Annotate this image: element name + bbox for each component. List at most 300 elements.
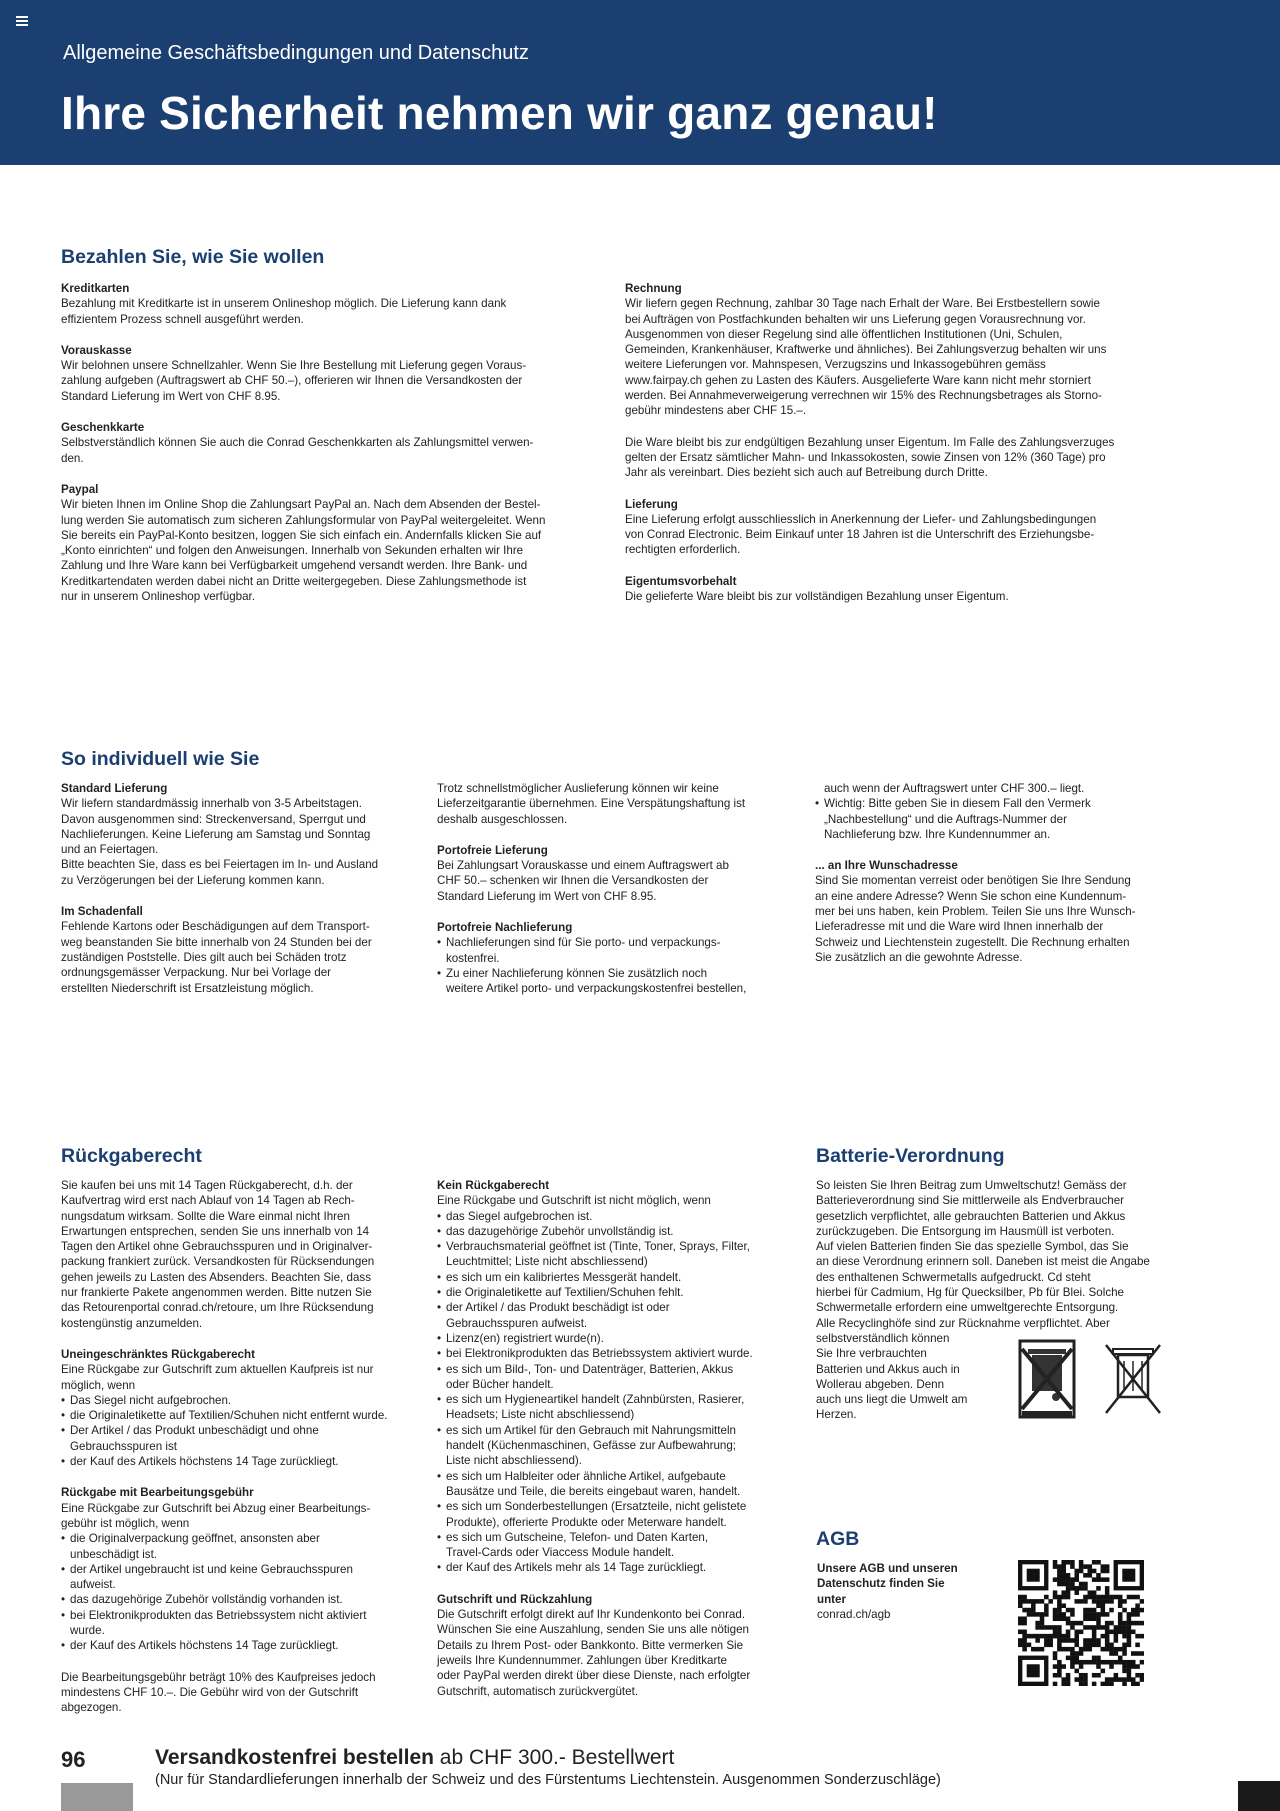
- qr-module: [1053, 1656, 1058, 1661]
- qr-module: [1053, 1682, 1058, 1686]
- qr-module: [1109, 1630, 1114, 1635]
- qr-module: [1061, 1595, 1066, 1600]
- qr-module: [1135, 1634, 1140, 1639]
- qr-module: [1061, 1638, 1066, 1643]
- qr-module: [1044, 1638, 1049, 1643]
- qr-module: [1118, 1595, 1123, 1600]
- qr-module: [1101, 1599, 1106, 1604]
- individuell-col2: [437, 781, 807, 997]
- qr-module: [1057, 1569, 1062, 1574]
- qr-module: [1114, 1630, 1119, 1635]
- qr-module: [1092, 1608, 1097, 1613]
- qr-module: [1066, 1560, 1071, 1565]
- qr-module: [1018, 1599, 1023, 1604]
- qr-module: [1022, 1634, 1027, 1639]
- qr-module: [1127, 1634, 1132, 1639]
- qr-module: [1096, 1673, 1101, 1678]
- qr-module: [1127, 1616, 1132, 1621]
- qr-module: [1109, 1599, 1114, 1604]
- qr-module: [1118, 1621, 1123, 1626]
- qr-module: [1127, 1621, 1132, 1626]
- qr-module: [1066, 1595, 1071, 1600]
- qr-module: [1122, 1664, 1127, 1669]
- qr-module: [1105, 1643, 1110, 1648]
- qr-module: [1105, 1569, 1110, 1574]
- list-item: • der Kauf des Artikels höchstens 14 Tage zurückliegt.: [61, 1454, 431, 1469]
- qr-module: [1040, 1634, 1045, 1639]
- qr-module: [1070, 1560, 1075, 1565]
- qr-module: [1122, 1599, 1127, 1604]
- qr-module: [1118, 1612, 1123, 1617]
- qr-module: [1022, 1599, 1027, 1604]
- qr-module: [1131, 1677, 1136, 1682]
- qr-module: [1083, 1599, 1088, 1604]
- list-item: • es sich um Artikel für den Gebrauch mit Nahrungsmitteln handelt (Küchenmaschinen, Gefässe zur Aufbewahrung; Liste nicht abschliessend).: [437, 1423, 807, 1469]
- qr-module: [1140, 1634, 1144, 1639]
- qr-module: [1114, 1673, 1119, 1678]
- qr-module: [1074, 1638, 1079, 1643]
- qr-module: [1079, 1647, 1084, 1652]
- qr-module: [1135, 1682, 1140, 1686]
- portofreie-nachlieferung-section: Portofreie Nachlieferung • Nachlieferungen sind für Sie porto- und verpackungs- kostenfrei. • Zu einer Nachlieferung können Sie zusätzlich noch weitere Artikel porto- und verpackungskostenfrei bestellen,: [437, 920, 807, 996]
- qr-module: [1074, 1586, 1079, 1591]
- qr-module: [1057, 1608, 1062, 1613]
- grey-tab: [61, 1783, 133, 1811]
- qr-module: [1083, 1677, 1088, 1682]
- qr-module: [1088, 1647, 1093, 1652]
- qr-module: [1070, 1586, 1075, 1591]
- qr-module: [1079, 1599, 1084, 1604]
- list-item: • bei Elektronikprodukten das Betriebssystem nicht aktiviert wurde.: [61, 1608, 431, 1639]
- qr-module: [1022, 1647, 1027, 1652]
- rechnung-section: Rechnung Wir liefern gegen Rechnung, zahlbar 30 Tage nach Erhalt der Ware. Bei Erstbestellern sowie bei Aufträgen von Postfachkunden behalten wir uns Lieferung gegen Vorausrechnung vor. Ausgenommen von dieser Regelung sind alle öffentlichen Institutionen (Uni, Schulen, Gemeinden, Krankenhäuser, Kraftwerke und ähnliches). Bei Zahlungsverzug behalten wir uns weitere Lieferungen vor. Mahnspesen, Verzugszins und Inkassogebühren gemäss www.fairpay.ch gehen zu Lasten des Käufers. Ausgelieferte Ware kann nicht mehr storniert werden. Bei Annahmeverweigerung verrechnen wir 15% des Rechnungsbetrages als Storno- gebühr mindestens aber CHF 15.–.: [625, 282, 1107, 418]
- qr-module: [1083, 1673, 1088, 1678]
- qr-module: [1118, 1625, 1123, 1630]
- wunschadresse-section: ... an Ihre Wunschadresse Sind Sie momentan verreist oder benötigen Sie Ihre Sendung an eine andere Adresse? Wenn Sie schon eine Kundennum- mer bei uns haben, kein Problem. Teilen Sie uns Ihre Wunsch- Lieferadresse mit und die Ware wird Ihnen innerhalb der Schweiz und Liechtenstein zugestellt. Die Rechnung erhalten Sie zusätzlich an die gewohnte Adresse.: [815, 859, 1136, 964]
- qr-module: [1018, 1616, 1023, 1621]
- qr-module: [1096, 1612, 1101, 1617]
- qr-module: [1101, 1634, 1106, 1639]
- list-item: • die Originalverpackung geöffnet, ansonsten aber unbeschädigt ist.: [61, 1531, 431, 1562]
- qr-module: [1053, 1634, 1058, 1639]
- header-banner: [0, 0, 1280, 165]
- qr-module: [1105, 1590, 1110, 1595]
- qr-finder: [1122, 1569, 1135, 1582]
- qr-module: [1096, 1560, 1101, 1565]
- qr-module: [1053, 1673, 1058, 1678]
- qr-module: [1101, 1660, 1106, 1665]
- qr-module: [1105, 1682, 1110, 1686]
- qr-module: [1057, 1638, 1062, 1643]
- qr-module: [1088, 1660, 1093, 1665]
- qr-module: [1092, 1630, 1097, 1635]
- list-item: • Zu einer Nachlieferung können Sie zusätzlich noch weitere Artikel porto- und verpackungskostenfrei bestellen,: [437, 966, 807, 997]
- qr-module: [1135, 1595, 1140, 1600]
- qr-module: [1083, 1586, 1088, 1591]
- qr-module: [1057, 1634, 1062, 1639]
- qr-module: [1061, 1612, 1066, 1617]
- qr-module: [1131, 1664, 1136, 1669]
- qr-module: [1070, 1608, 1075, 1613]
- qr-module: [1066, 1616, 1071, 1621]
- qr-module: [1057, 1630, 1062, 1635]
- qr-module: [1044, 1595, 1049, 1600]
- qr-module: [1114, 1677, 1119, 1682]
- bearbeitungsgebuehr-section: Rückgabe mit Bearbeitungsgebühr Eine Rückgabe zur Gutschrift bei Abzug einer Bearbeitungs- gebühr ist möglich, wenn • die Originalverpackung geöffnet, ansonsten aber unbeschädigt ist. • der Artikel ungebraucht ist und keine Gebrauchsspuren aufweist. • das dazugehörige Zubehör vollständig vorhanden ist. • bei Elektronikprodukten das Betriebssystem nicht aktiviert wurde. • der Kauf des Artikels höchstens 14 Tage zurückliegt.: [61, 1485, 431, 1653]
- qr-module: [1127, 1612, 1132, 1617]
- qr-module: [1079, 1664, 1084, 1669]
- qr-module: [1070, 1660, 1075, 1665]
- qr-module: [1048, 1643, 1053, 1648]
- qr-module: [1135, 1643, 1140, 1648]
- qr-module: [1118, 1599, 1123, 1604]
- qr-module: [1096, 1603, 1101, 1608]
- qr-module: [1031, 1608, 1036, 1613]
- qr-module: [1092, 1638, 1097, 1643]
- qr-module: [1057, 1573, 1062, 1578]
- qr-module: [1131, 1608, 1136, 1613]
- list-item: • Nachlieferungen sind für Sie porto- und verpackungs- kostenfrei.: [437, 935, 807, 966]
- qr-module: [1079, 1660, 1084, 1665]
- qr-module: [1127, 1669, 1132, 1674]
- qr-module: [1057, 1625, 1062, 1630]
- qr-module: [1053, 1625, 1058, 1630]
- rueckgabe-heading: Rückgaberecht: [61, 1145, 202, 1167]
- qr-module: [1035, 1612, 1040, 1617]
- qr-module: [1079, 1582, 1084, 1587]
- qr-module: [1083, 1595, 1088, 1600]
- qr-module: [1074, 1621, 1079, 1626]
- qr-module: [1109, 1608, 1114, 1613]
- qr-module: [1127, 1630, 1132, 1635]
- qr-module: [1088, 1569, 1093, 1574]
- qr-module: [1083, 1573, 1088, 1578]
- qr-module: [1096, 1638, 1101, 1643]
- list-item: • die Originaletikette auf Textilien/Schuhen nicht entfernt wurde.: [61, 1408, 431, 1423]
- qr-module: [1114, 1647, 1119, 1652]
- qr-module: [1083, 1660, 1088, 1665]
- qr-code[interactable]: [1018, 1560, 1144, 1686]
- qr-module: [1088, 1590, 1093, 1595]
- qr-module: [1101, 1682, 1106, 1686]
- qr-module: [1044, 1603, 1049, 1608]
- qr-module: [1096, 1664, 1101, 1669]
- qr-module: [1053, 1664, 1058, 1669]
- list-item: • es sich um Sonderbestellungen (Ersatzteile, nicht gelistete Produkte), offerierte Produkte oder Meterware handelt.: [437, 1499, 807, 1530]
- qr-module: [1027, 1634, 1032, 1639]
- qr-module: [1035, 1634, 1040, 1639]
- qr-module: [1027, 1608, 1032, 1613]
- bearbeitungsgebuehr-note: Die Bearbeitungsgebühr beträgt 10% des Kaufpreises jedoch mindestens CHF 10.–. Die Gebühr wird von der Gutschrift abgezogen.: [61, 1670, 376, 1715]
- qr-module: [1105, 1625, 1110, 1630]
- qr-module: [1092, 1569, 1097, 1574]
- qr-module: [1053, 1590, 1058, 1595]
- qr-module: [1122, 1630, 1127, 1635]
- qr-module: [1018, 1603, 1023, 1608]
- qr-module: [1074, 1643, 1079, 1648]
- qr-module: [1105, 1577, 1110, 1582]
- qr-module: [1044, 1612, 1049, 1617]
- qr-module: [1092, 1577, 1097, 1582]
- qr-module: [1101, 1608, 1106, 1613]
- qr-module: [1035, 1621, 1040, 1626]
- qr-module: [1105, 1660, 1110, 1665]
- kein-rueckgabe-section: Kein Rückgaberecht Eine Rückgabe und Gutschrift ist nicht möglich, wenn • das Siegel aufgebrochen ist. • das dazugehörige Zubehör unvollständig ist. • Verbrauchsmaterial geöffnet ist (Tinte, Toner, Sprays, Filter, Leuchtmittel; Liste nicht abschliessend) • es sich um ein kalibriertes Messgerät handelt. • die Originaletikette auf Textilien/Schuhen fehlt. • der Artikel / das Produkt beschädigt ist oder Gebrauchsspuren aufweist. • Lizenz(en) registriert wurde(n). • bei Elektronikprodukten das Betriebssystem aktiviert wurde. • es sich um Bild-, Ton- und Datenträger, Batterien, Akkus oder Bücher handelt. • es sich um Hygieneartikel handelt (Zahnbürsten, Rasierer, Headsets; Liste nicht abschliessend) • es sich um Artikel für den Gebrauch mit Nahrungsmitteln handelt (Küchenmaschinen, Gefässe zur Aufbewahrung; Liste nicht abschliessend). • es sich um Halbleiter oder ähnliche Artikel, aufgebaute Bausätze und Teile, die bereits eingebaut waren, handelt. • es sich um Sonderbestellungen (Ersatzteile, nicht gelistete Produkte), offerierte Produkte oder Meterware handelt. • es sich um Gutscheine, Telefon- und Daten Karten, Travel-Cards oder Viaccess Module handelt. • der Kauf des Artikels mehr als 14 Tage zurückliegt.: [437, 1178, 807, 1576]
- portofreie-lieferung-section: Portofreie Lieferung Bei Zahlungsart Vorauskasse und einem Auftragswert ab CHF 50.– schenken wir Ihnen die Versandkosten der Standard Lieferung im Wert von CHF 8.95.: [437, 843, 729, 903]
- qr-module: [1092, 1625, 1097, 1630]
- qr-module: [1022, 1595, 1027, 1600]
- qr-module: [1088, 1643, 1093, 1648]
- qr-module: [1079, 1682, 1084, 1686]
- qr-module: [1088, 1608, 1093, 1613]
- qr-module: [1057, 1577, 1062, 1582]
- qr-module: [1105, 1599, 1110, 1604]
- qr-module: [1061, 1590, 1066, 1595]
- list-item: • Verbrauchsmaterial geöffnet ist (Tinte, Toner, Sprays, Filter, Leuchtmittel; Liste nicht abschliessend): [437, 1239, 807, 1270]
- qr-module: [1127, 1664, 1132, 1669]
- qr-module: [1140, 1660, 1144, 1665]
- qr-module: [1083, 1564, 1088, 1569]
- qr-module: [1044, 1643, 1049, 1648]
- qr-module: [1122, 1634, 1127, 1639]
- qr-module: [1048, 1625, 1053, 1630]
- qr-module: [1096, 1643, 1101, 1648]
- header-subtitle: Allgemeine Geschäftsbedingungen und Datenschutz: [63, 42, 529, 64]
- qr-module: [1092, 1682, 1097, 1686]
- qr-module: [1070, 1564, 1075, 1569]
- bezahlen-left: [61, 281, 601, 620]
- qr-module: [1088, 1616, 1093, 1621]
- qr-module: [1066, 1608, 1071, 1613]
- qr-module: [1070, 1621, 1075, 1626]
- qr-finder: [1027, 1664, 1040, 1677]
- batterie-heading: Batterie-Verordnung: [816, 1145, 1005, 1167]
- qr-module: [1022, 1616, 1027, 1621]
- qr-module: [1131, 1630, 1136, 1635]
- qr-module: [1105, 1621, 1110, 1626]
- list-item: • es sich um Halbleiter oder ähnliche Artikel, aufgebaute Bausätze und Teile, die bereits eingebaut waren, handelt.: [437, 1469, 807, 1500]
- qr-module: [1066, 1682, 1071, 1686]
- qr-module: [1061, 1573, 1066, 1578]
- qr-module: [1066, 1647, 1071, 1652]
- qr-module: [1061, 1577, 1066, 1582]
- rueckgabe-intro: Sie kaufen bei uns mit 14 Tagen Rückgaberecht, d.h. der Kaufvertrag wird erst nach Ablauf von 14 Tagen ab Rech- nungsdatum wirksam. Sollte die Ware einmal nicht Ihren Erwartungen entsprechen, senden Sie uns innerhalb von 14 Tagen den Artikel ohne Gebrauchsspuren und in Originalver- packung frankiert zurück. Versandkosten für Rücksendungen gehen jeweils zu Lasten des Absenders. Beachten Sie, dass nur frankierte Pakete angenommen werden. Bitte nutzen Sie das Retourenportal conrad.ch/retoure, um Ihre Rücksendung kostengünstig anzumelden.: [61, 1179, 375, 1330]
- list-item: • das dazugehörige Zubehör vollständig vorhanden ist.: [61, 1592, 431, 1607]
- qr-module: [1079, 1564, 1084, 1569]
- qr-module: [1127, 1643, 1132, 1648]
- qr-module: [1135, 1651, 1140, 1656]
- qr-module: [1066, 1630, 1071, 1635]
- qr-module: [1118, 1616, 1123, 1621]
- uneingeschraenkt-section: Uneingeschränktes Rückgaberecht Eine Rückgabe zur Gutschrift zum aktuellen Kaufpreis ist nur möglich, wenn • Das Siegel nicht aufgebrochen. • die Originaletikette auf Textilien/Schuhen nicht entfernt wurde. • Der Artikel / das Produkt unbeschädigt und ohne Gebrauchsspuren ist • der Kauf des Artikels höchstens 14 Tage zurückliegt.: [61, 1347, 431, 1469]
- qr-module: [1096, 1656, 1101, 1661]
- qr-module: [1079, 1673, 1084, 1678]
- bezahlen-heading: Bezahlen Sie, wie Sie wollen: [61, 246, 325, 268]
- list-item: • die Originaletikette auf Textilien/Schuhen fehlt.: [437, 1285, 807, 1300]
- qr-module: [1074, 1656, 1079, 1661]
- qr-module: [1022, 1608, 1027, 1613]
- list-item: • Der Artikel / das Produkt unbeschädigt und ohne Gebrauchsspuren ist: [61, 1423, 431, 1454]
- qr-module: [1070, 1612, 1075, 1617]
- qr-module: [1066, 1573, 1071, 1578]
- qr-module: [1083, 1612, 1088, 1617]
- qr-module: [1053, 1651, 1058, 1656]
- qr-module: [1092, 1560, 1097, 1565]
- qr-module: [1061, 1560, 1066, 1565]
- qr-module: [1092, 1643, 1097, 1648]
- qr-module: [1140, 1677, 1144, 1682]
- qr-module: [1061, 1616, 1066, 1621]
- agb-link[interactable]: conrad.ch/agb: [817, 1607, 891, 1621]
- qr-module: [1118, 1647, 1123, 1652]
- qr-module: [1022, 1638, 1027, 1643]
- qr-module: [1118, 1603, 1123, 1608]
- batterie-text: So leisten Sie Ihren Beitrag zum Umweltschutz! Gemäss der Batterieverordnung sind Sie mittlerweile als Endverbraucher gesetzlich verpflichtet, alle gebrauchten Batterien und Akkus zurückzugeben. Die Entsorgung im Hausmüll ist verboten. Auf vielen Batterien finden Sie das spezielle Symbol, das Sie an diese Verordnung erinnern soll. Daneben ist meist die Angabe des enthaltenen Schwermetalls aufgedruckt. Cd steht hierbei für Cadmium, Hg für Quecksilber, Pb für Blei. Solche Schwermetalle erfordern eine umweltgerechte Entsorgung. Alle Recyclinghöfe sind zur Rücknahme verpflichtet. Aber: [816, 1179, 1150, 1330]
- qr-module: [1018, 1643, 1023, 1648]
- qr-module: [1074, 1660, 1079, 1665]
- page-number: 96: [61, 1747, 86, 1772]
- qr-module: [1122, 1660, 1127, 1665]
- individuell-col1: [61, 781, 431, 1012]
- qr-module: [1092, 1673, 1097, 1678]
- list-item: • es sich um Bild-, Ton- und Datenträger, Batterien, Akkus oder Bücher handelt.: [437, 1362, 807, 1393]
- qr-module: [1092, 1656, 1097, 1661]
- qr-module: [1066, 1590, 1071, 1595]
- list-item: • Wichtig: Bitte geben Sie in diesem Fall den Vermerk „Nachbestellung“ und die Auftrags-Nummer der Nachlieferung bzw. Ihre Kundennummer an.: [815, 796, 1195, 842]
- batterie-text-2: selbstverständlich können Sie Ihre verbrauchten Batterien und Akkus auch in Wollerau abgeben. Denn auch uns liegt die Umwelt am Herzen.: [816, 1332, 968, 1422]
- qr-module: [1070, 1577, 1075, 1582]
- qr-module: [1022, 1643, 1027, 1648]
- qr-module: [1027, 1612, 1032, 1617]
- qr-module: [1096, 1660, 1101, 1665]
- qr-module: [1061, 1677, 1066, 1682]
- qr-module: [1061, 1603, 1066, 1608]
- qr-module: [1018, 1621, 1023, 1626]
- qr-module: [1092, 1660, 1097, 1665]
- qr-module: [1122, 1677, 1127, 1682]
- list-item: • das dazugehörige Zubehör unvollständig ist.: [437, 1224, 807, 1239]
- qr-module: [1053, 1608, 1058, 1613]
- qr-module: [1114, 1651, 1119, 1656]
- qr-module: [1066, 1634, 1071, 1639]
- qr-module: [1105, 1595, 1110, 1600]
- qr-module: [1070, 1582, 1075, 1587]
- qr-module: [1044, 1625, 1049, 1630]
- qr-module: [1079, 1586, 1084, 1591]
- qr-module: [1131, 1660, 1136, 1665]
- qr-module: [1101, 1647, 1106, 1652]
- qr-module: [1131, 1612, 1136, 1617]
- qr-module: [1066, 1621, 1071, 1626]
- qr-module: [1061, 1664, 1066, 1669]
- qr-module: [1053, 1616, 1058, 1621]
- list-item: • der Artikel ungebraucht ist und keine Gebrauchsspuren aufweist.: [61, 1562, 431, 1593]
- qr-module: [1105, 1677, 1110, 1682]
- gutschrift-section: Gutschrift und Rückzahlung Die Gutschrift erfolgt direkt auf Ihr Kundenkonto bei Conrad. Wünschen Sie eine Auszahlung, senden Sie uns alle nötigen Details zu Ihrem Post- oder Bankkonto. Bitte vermerken Sie jeweils Ihre Kundennummer. Zahlungen über Kreditkarte oder PayPal werden direkt über diese Dienste, nach erfolgter Gutschrift, automatisch zurückvergütet.: [437, 1592, 751, 1698]
- qr-module: [1105, 1638, 1110, 1643]
- menu-icon[interactable]: [16, 16, 28, 26]
- qr-module: [1135, 1621, 1140, 1626]
- qr-module: [1122, 1651, 1127, 1656]
- qr-module: [1114, 1625, 1119, 1630]
- qr-module: [1074, 1573, 1079, 1578]
- qr-module: [1109, 1682, 1114, 1686]
- qr-module: [1127, 1673, 1132, 1678]
- qr-module: [1057, 1612, 1062, 1617]
- qr-module: [1092, 1590, 1097, 1595]
- qr-module: [1057, 1564, 1062, 1569]
- schadenfall-section: Im Schadenfall Fehlende Kartons oder Beschädigungen auf dem Transport- weg beanstanden Sie bitte innerhalb von 24 Stunden bei der zuständigen Poststelle. Dies gilt auch bei Schäden trotz ordnungsgemässer Verpackung. Nur bei Vorlage der erstellten Niederschrift ist Ersatzleistung möglich.: [61, 905, 372, 995]
- qr-finder: [1027, 1569, 1040, 1582]
- qr-module: [1127, 1677, 1132, 1682]
- qr-module: [1057, 1673, 1062, 1678]
- qr-module: [1101, 1603, 1106, 1608]
- qr-module: [1022, 1630, 1027, 1635]
- qr-module: [1088, 1638, 1093, 1643]
- qr-module: [1066, 1677, 1071, 1682]
- qr-module: [1079, 1630, 1084, 1635]
- qr-module: [1031, 1647, 1036, 1652]
- qr-module: [1061, 1582, 1066, 1587]
- qr-module: [1074, 1577, 1079, 1582]
- qr-module: [1109, 1651, 1114, 1656]
- qr-module: [1018, 1595, 1023, 1600]
- geschenkkarte-section: Geschenkkarte Selbstverständlich können Sie auch die Conrad Geschenkkarten als Zahlungsmittel verwen- den.: [61, 421, 534, 465]
- qr-module: [1057, 1599, 1062, 1604]
- qr-module: [1118, 1660, 1123, 1665]
- dark-tab: [1238, 1781, 1280, 1811]
- qr-module: [1088, 1625, 1093, 1630]
- qr-module: [1105, 1630, 1110, 1635]
- lieferzeit-text: Trotz schnellstmöglicher Auslieferung können wir keine Lieferzeitgarantie übernehmen. Eine Verspätungshaftung ist deshalb ausgeschlossen.: [437, 782, 746, 826]
- qr-module: [1070, 1638, 1075, 1643]
- list-item: • Das Siegel nicht aufgebrochen.: [61, 1393, 431, 1408]
- qr-module: [1083, 1643, 1088, 1648]
- qr-module: [1101, 1625, 1106, 1630]
- qr-module: [1127, 1625, 1132, 1630]
- eigentumsvorbehalt-section: Eigentumsvorbehalt Die gelieferte Ware bleibt bis zur vollständigen Bezahlung unser Eigentum.: [625, 574, 1009, 604]
- crossed-bin-outline-icon: [1102, 1337, 1164, 1421]
- qr-module: [1027, 1643, 1032, 1648]
- qr-module: [1057, 1664, 1062, 1669]
- qr-module: [1057, 1616, 1062, 1621]
- qr-module: [1127, 1638, 1132, 1643]
- qr-module: [1101, 1569, 1106, 1574]
- qr-module: [1040, 1612, 1045, 1617]
- qr-module: [1092, 1612, 1097, 1617]
- footer-note: (Nur für Standardlieferungen innerhalb der Schweiz und des Fürstentums Liechtenstein. Ausgenommen Sonderzuschläge): [155, 1772, 941, 1788]
- qr-module: [1105, 1647, 1110, 1652]
- qr-module: [1109, 1664, 1114, 1669]
- qr-module: [1109, 1647, 1114, 1652]
- qr-module: [1101, 1595, 1106, 1600]
- qr-module: [1074, 1590, 1079, 1595]
- qr-module: [1083, 1638, 1088, 1643]
- bezahlen-right: [625, 281, 1185, 620]
- qr-module: [1131, 1621, 1136, 1626]
- individuell-col3: [815, 781, 1195, 981]
- qr-module: [1114, 1660, 1119, 1665]
- qr-module: [1057, 1643, 1062, 1648]
- qr-module: [1122, 1682, 1127, 1686]
- qr-module: [1057, 1647, 1062, 1652]
- qr-module: [1096, 1586, 1101, 1591]
- qr-module: [1079, 1569, 1084, 1574]
- qr-module: [1079, 1677, 1084, 1682]
- qr-module: [1022, 1621, 1027, 1626]
- qr-module: [1135, 1603, 1140, 1608]
- qr-module: [1070, 1647, 1075, 1652]
